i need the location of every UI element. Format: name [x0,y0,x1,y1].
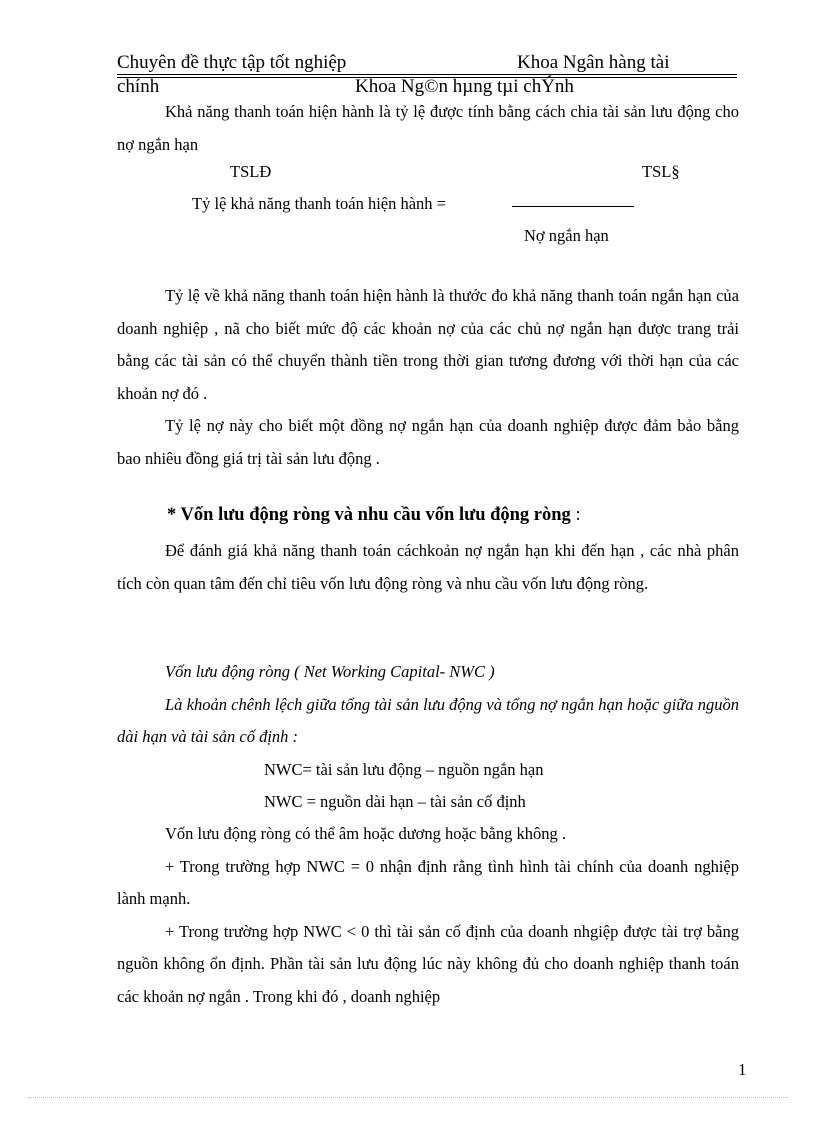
page-bottom-rule [28,1097,788,1098]
body-bottom [117,818,739,1013]
equation-1: NWC= tài sản lưu động – nguồn ngắn hạn [264,760,544,779]
page-number: 1 [738,1060,747,1079]
body-mid [117,280,739,475]
header-left-top: Chuyên đề thực tập tốt nghiệp [117,52,347,73]
body-section [117,535,739,600]
formula-numerator-right: TSL§ [642,162,680,181]
section-heading-tail: : [570,505,581,525]
paragraph-1: Khả năng thanh toán hiện hành là tỷ lệ được tính bằng cách chia tài sản lưu động cho nợ ngắn hạn [117,102,739,154]
header-left-bottom: chính [117,76,160,97]
body-italic [117,656,739,754]
section-heading [167,505,581,526]
paragraph-5: Vốn lưu động ròng có thể âm hoặc dương hoặc bằng không . [165,824,566,843]
formula-denominator: Nợ ngắn hạn [524,226,609,245]
header-rule-top [117,74,737,75]
section-heading-text: * Vốn lưu động ròng và nhu cầu vốn lưu động ròng [167,505,571,525]
paragraph-7: + Trong trường hợp NWC < 0 thì tài sản cố định của doanh nhgiệp được tài trợ bằng nguồn không ổn định. Phần tài sản lưu động lúc này không đủ cho doanh nghiệp thanh toán các khoản nợ ngắn . Trong khi đó , doanh nghiệp [117,921,739,1006]
paragraph-3: Tỷ lệ nợ này cho biết một đồng nợ ngắn hạn của doanh nghiệp được đảm bảo bằng bao nhiêu đồng giá trị tài sản lưu động . [117,416,739,468]
paragraph-6: + Trong trường hợp NWC = 0 nhận định rằng tình hình tài chính của doanh nghiệp lành mạnh. [117,856,739,908]
paragraph-4: Để đánh giá khả năng thanh toán cáchkoản nợ ngắn hạn khi đến hạn , các nhà phân tích còn quan tâm đến chỉ tiêu vốn lưu động ròng và nhu cầu vốn lưu động ròng. [117,541,739,593]
formula-numerator-left: TSLĐ [230,162,272,181]
header-right-top: Khoa Ngân hàng tài [517,52,670,73]
equation-2: NWC = nguồn dài hạn – tài sản cố định [264,792,526,811]
header-garbled: Khoa Ng©n hµng tµi chÝnh [355,76,574,97]
italic-title: Vốn lưu động ròng ( Net Working Capital- NWC ) [165,662,495,681]
formula-label: Tỷ lệ khả năng thanh toán hiện hành = [192,194,446,213]
paragraph-2: Tỷ lệ về khả năng thanh toán hiện hành là thước đo khả năng thanh toán ngắn hạn của doanh nghiệp , nã cho biết mức độ các khoản nợ của các chủ nợ ngắn hạn được trang trải bằng các tài sản có thể chuyển thành tiền trong thời gian tương đương với thời hạn của các khoản nợ đó . [117,286,739,403]
body-top [117,96,739,161]
formula-fraction-line [512,206,634,207]
italic-definition: Là khoản chênh lệch giữa tổng tài sản lưu động và tổng nợ ngắn hạn hoặc giữa nguồn dài hạn và tài sản cố định : [117,694,739,746]
